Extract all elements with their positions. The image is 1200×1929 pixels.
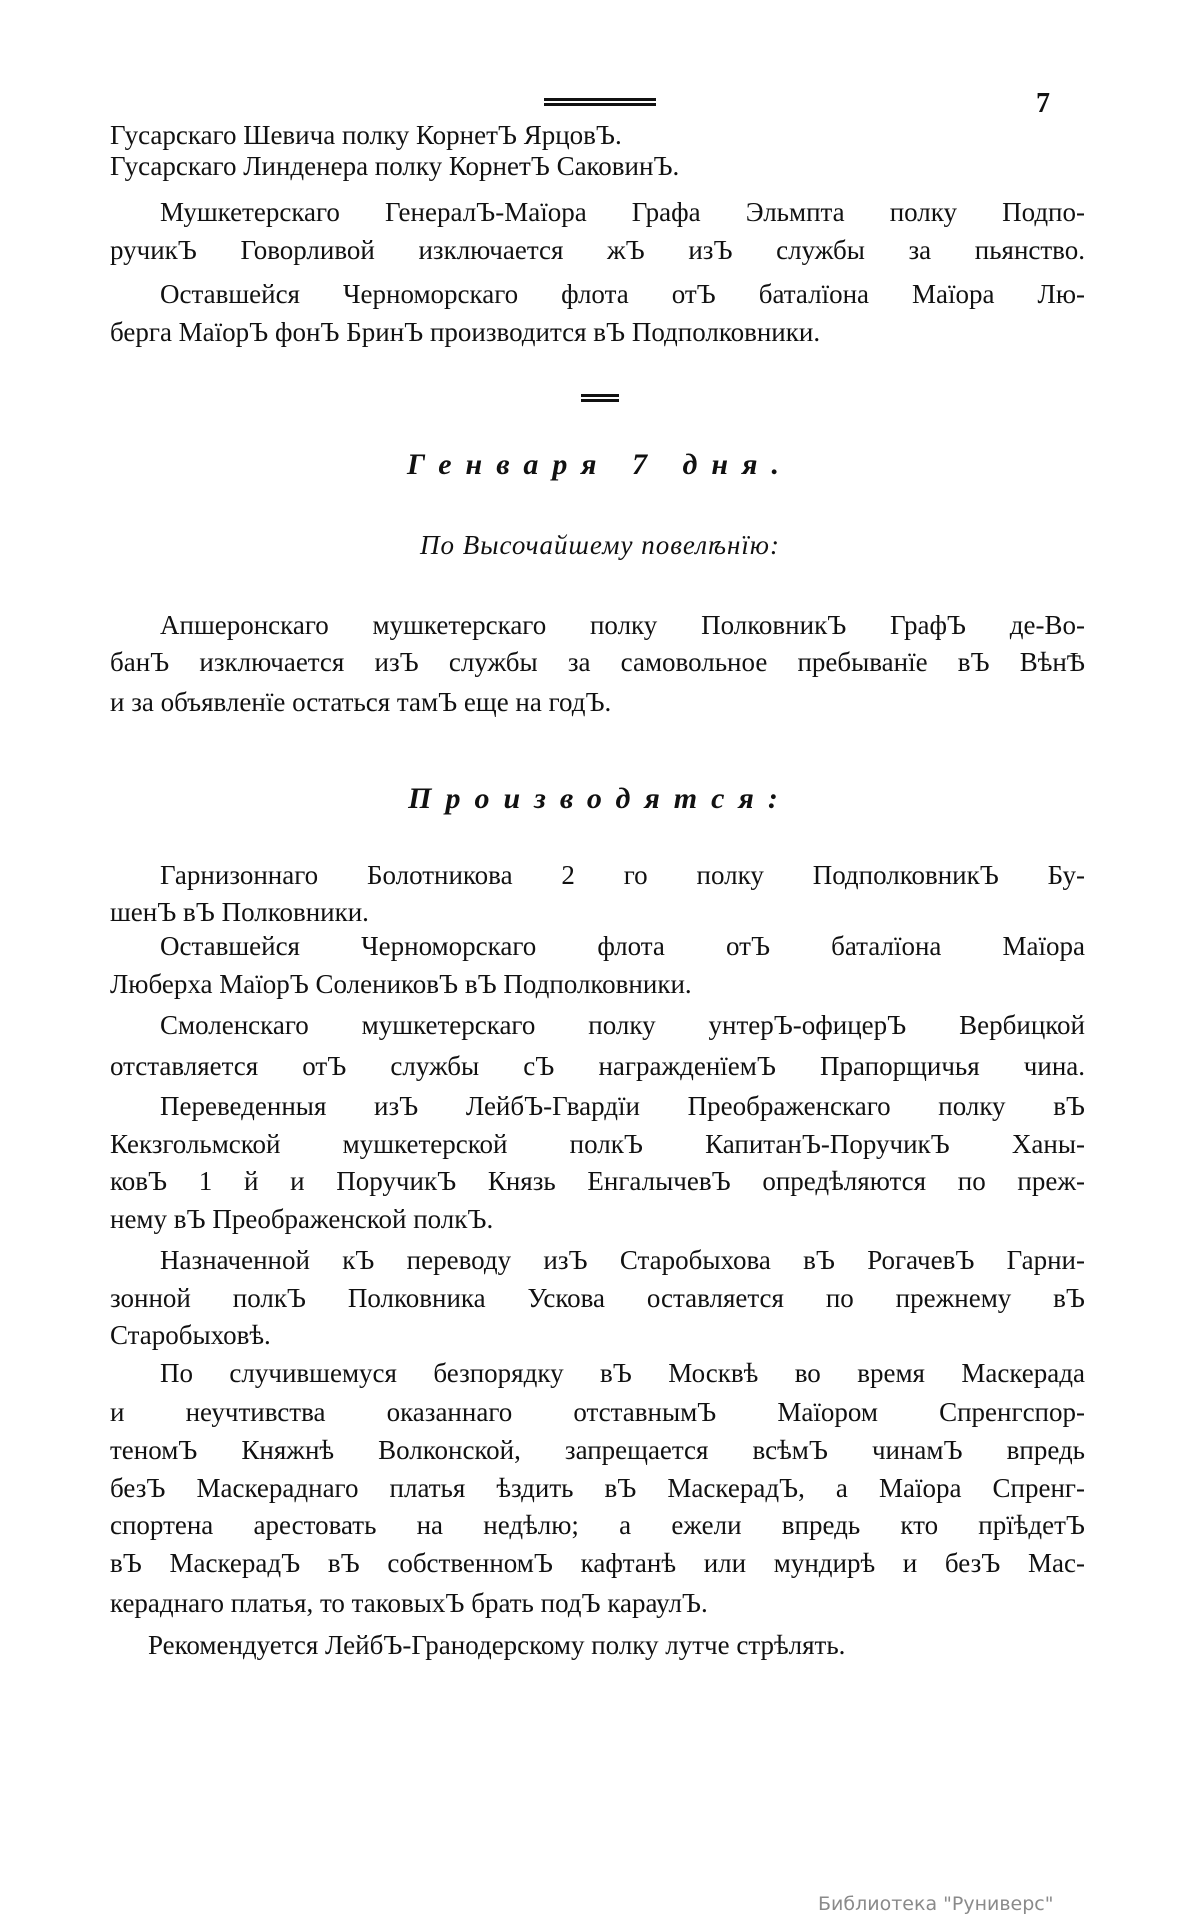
text-line: вЪ МаскерадЪ вЪ собственномЪ кафтанѣ или мундирѣ и безЪ Мас- (110, 1548, 1085, 1578)
date-heading: Генваря 7 дня. (407, 448, 793, 481)
top-ornamental-rule (544, 96, 656, 108)
text-line: Рекомендуется ЛейбЪ-Гранодерскому полку лутче стрѣлять. (148, 1630, 846, 1660)
text-line: отставляется отЪ службы сЪ награжденїемЪ Прапорщичья чина. (110, 1051, 1085, 1081)
text-line: Кекзгольмской мушкетерской полкЪ КапитанЪ-ПоручикЪ Ханы- (110, 1129, 1085, 1159)
text-line: и за объявленїе остаться тамЪ еще на годЪ. (110, 687, 612, 717)
text-line: По случившемуся безпорядку вЪ Москвѣ во время Маскерада (160, 1358, 1085, 1388)
text-line: Оставшейся Черноморскаго флота отЪ баталїона Маїора (160, 931, 1085, 961)
text-line: берга МаїорЪ фонЪ БринЪ производится вЪ Подполковники. (110, 317, 821, 347)
text-line: Переведенныя изЪ ЛейбЪ-Гвардїи Преображенскаго полку вЪ (160, 1091, 1085, 1121)
text-line: теномЪ Княжнѣ Волконской, запрещается всѣмЪ чинамЪ впредь (110, 1435, 1085, 1465)
text-line: шенЪ вЪ Полковники. (110, 897, 369, 927)
promotions-heading: Производятся: (408, 782, 792, 815)
text-line: Гусарскаго Шевича полку КорнетЪ ЯрцовЪ. (110, 120, 622, 150)
text-line: Старобыховѣ. (110, 1320, 271, 1350)
page-number: 7 (1036, 88, 1050, 119)
text-line: Гусарскаго Линденера полку КорнетЪ СаковинЪ. (110, 151, 680, 181)
order-heading: По Высочайшему повелѣнїю: (420, 530, 780, 560)
text-line: Гарнизоннаго Болотникова 2 го полку ПодполковникЪ Бу- (160, 860, 1085, 890)
text-line: нему вЪ Преображенской полкЪ. (110, 1204, 494, 1234)
library-watermark: Библиотека "Руниверс" (818, 1893, 1054, 1915)
text-line: кераднаго платья, то таковыхЪ брать подЪ караулЪ. (110, 1588, 708, 1618)
text-line: Оставшейся Черноморскаго флота отЪ баталїона Маїора Лю- (160, 279, 1085, 309)
text-line: Смоленскаго мушкетерскаго полку унтерЪ-офицерЪ Вербицкой (160, 1010, 1085, 1040)
text-line: зонной полкЪ Полковника Ускова оставляется по прежнему вЪ (110, 1283, 1085, 1313)
text-line: спортена арестовать на недѣлю; а ежели впредь кто прїѣдетЪ (110, 1510, 1085, 1540)
section-divider-rule (581, 392, 619, 404)
text-line: безЪ Маскераднаго платья ѣздить вЪ МаскерадЪ, а Маїора Спренг- (110, 1473, 1085, 1503)
text-line: и неучтивства оказаннаго отставнымЪ Маїором Спренгспор- (110, 1397, 1085, 1427)
text-line: банЪ изключается изЪ службы за самовольное пребыванїе вЪ ВѣнѢ (110, 647, 1085, 677)
text-line: Мушкетерскаго ГенералЪ-Маїора Графа Эльмпта полку Подпо- (160, 197, 1085, 227)
text-line: Люберха МаїорЪ СолениковЪ вЪ Подполковники. (110, 969, 692, 999)
text-line: Назначенной кЪ переводу изЪ Старобыхова вЪ РогачевЪ Гарни- (160, 1245, 1085, 1275)
text-line: ковЪ 1 й и ПоручикЪ Князь ЕнгалычевЪ опредѣляются по преж- (110, 1166, 1085, 1196)
text-line: Апшеронскаго мушкетерскаго полку ПолковникЪ ГрафЪ де-Во- (160, 610, 1085, 640)
text-line: ручикЪ Говорливой изключается жЪ изЪ службы за пьянство. (110, 235, 1085, 265)
